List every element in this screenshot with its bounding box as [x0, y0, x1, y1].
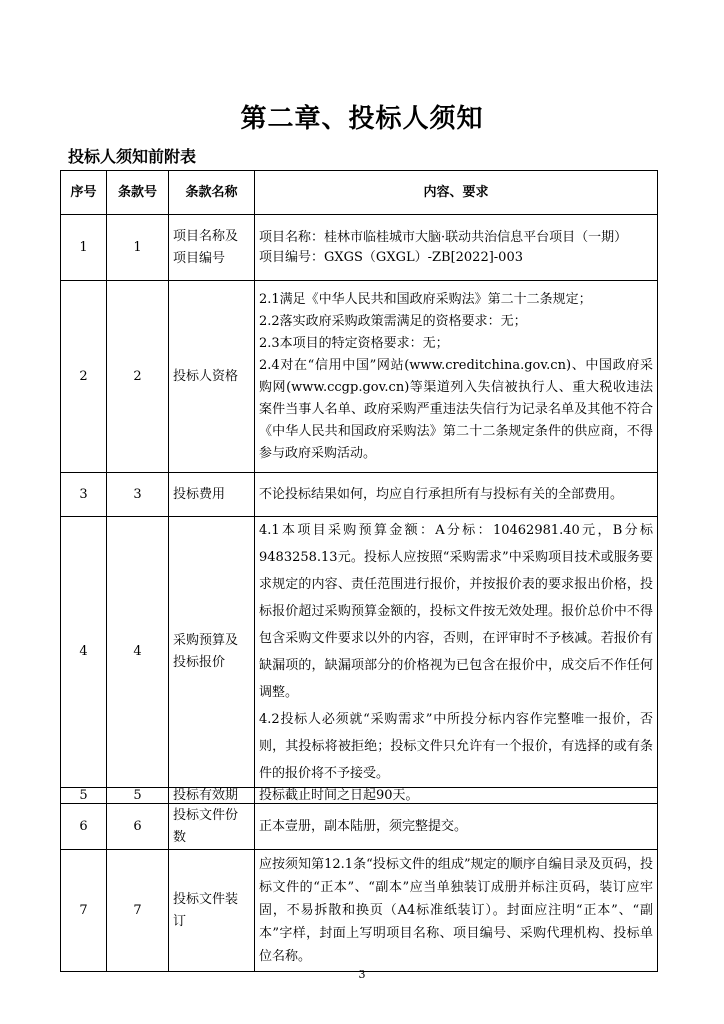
row-seq: 4 [61, 517, 107, 788]
content-paragraph: 2.4对在“信用中国”网站(www.creditchina.gov.cn)、中国政府采购网(www.ccgp.gov.cn)等渠道列入失信被执行人、重大税收违法案件当事人名单、政府采购严重违法失信行为记录名单及其他不符合《中华人民共和国政府采购法》第二十二条规定条件的供应商，不得参与政府采购活动。 [259, 357, 653, 461]
content-paragraph: 项目名称：桂林市临桂城市大脑·联动共治信息平台项目（一期） [259, 229, 628, 245]
table-row [61, 473, 658, 517]
table-row [61, 215, 658, 281]
row-seq: 1 [61, 215, 107, 281]
content-paragraph: 投标截止时间之日起90天。 [259, 788, 419, 803]
row-clause-no: 3 [107, 473, 169, 517]
table-row [61, 788, 658, 804]
content-paragraph: 不论投标结果如何，均应自行承担所有与投标有关的全部费用。 [259, 486, 624, 502]
row-content [255, 517, 658, 788]
content-paragraph: 2.3本项目的特定资格要求：无； [259, 335, 449, 351]
row-seq: 5 [61, 788, 107, 804]
row-seq: 2 [61, 281, 107, 473]
table-row [61, 517, 658, 788]
content-paragraph: 2.1满足《中华人民共和国政府采购法》第二十二条规定； [259, 291, 592, 307]
row-content [255, 850, 658, 972]
table-row [61, 804, 658, 850]
row-seq: 7 [61, 850, 107, 972]
row-content [255, 788, 658, 804]
header-clause-no: 条款号 [107, 171, 169, 215]
row-content [255, 281, 658, 473]
content-paragraph: 项目编号：GXGS（GXGL）-ZB[2022]-003 [259, 249, 523, 265]
header-clause-name: 条款名称 [169, 171, 255, 215]
row-clause-no: 2 [107, 281, 169, 473]
content-paragraph: 2.2落实政府采购政策需满足的资格要求：无； [259, 313, 527, 329]
table-row [61, 281, 658, 473]
row-clause-name: 投标有效期 [169, 788, 255, 804]
content-paragraph: 正本壹册，副本陆册，须完整提交。 [259, 818, 468, 834]
row-seq: 6 [61, 804, 107, 850]
row-seq: 3 [61, 473, 107, 517]
content-paragraph: 应按须知第12.1条“投标文件的组成”规定的顺序自编目录及页码，投标文件的“正本”、“副本”应当单独装订成册并标注页码，装订应牢固，不易拆散和换页（A4标准纸装订）。封面应注明“正本”、“副本”字样，封面上写明项目名称、项目编号、采购代理机构、投标单位名称。 [259, 857, 653, 964]
row-clause-name: 项目名称及项目编号 [169, 215, 255, 281]
row-clause-no: 5 [107, 788, 169, 804]
row-clause-name: 采购预算及投标报价 [169, 517, 255, 788]
row-clause-no: 4 [107, 517, 169, 788]
header-seq: 序号 [61, 171, 107, 215]
row-content [255, 215, 658, 281]
row-content [255, 473, 658, 517]
table-row [61, 850, 658, 972]
row-clause-name: 投标文件份数 [169, 804, 255, 850]
table-header-row [61, 171, 658, 215]
content-paragraph: 4.1本项目采购预算金额：A分标：10462981.40元，B分标9483258.13元。投标人应按照“采购需求”中采购项目技术或服务要求规定的内容、责任范围进行报价，并按报价表的要求报出价格，投标报价超过采购预算金额的，投标文件按无效处理。报价总价中不得包含采购文件要求以外的内容，否则，在评审时不予核减。若报价有缺漏项的，缺漏项部分的价格视为已包含在报价中，成交后不作任何调整。 [259, 523, 653, 700]
row-clause-no: 7 [107, 850, 169, 972]
row-clause-name: 投标费用 [169, 473, 255, 517]
chapter-title: 第二章、投标人须知 [240, 104, 484, 134]
row-content [255, 804, 658, 850]
table-title: 投标人须知前附表 [68, 147, 197, 166]
row-clause-name: 投标人资格 [169, 281, 255, 473]
content-paragraph: 4.2投标人必须就“采购需求”中所投分标内容作完整唯一报价，否则，其投标将被拒绝；投标文件只允许有一个报价，有选择的或有条件的报价将不予接受。 [259, 712, 653, 781]
requirements-table [60, 170, 658, 972]
row-clause-no: 6 [107, 804, 169, 850]
page-number: 3 [358, 968, 366, 981]
row-clause-no: 1 [107, 215, 169, 281]
row-clause-name: 投标文件装订 [169, 850, 255, 972]
header-content: 内容、要求 [255, 171, 658, 215]
